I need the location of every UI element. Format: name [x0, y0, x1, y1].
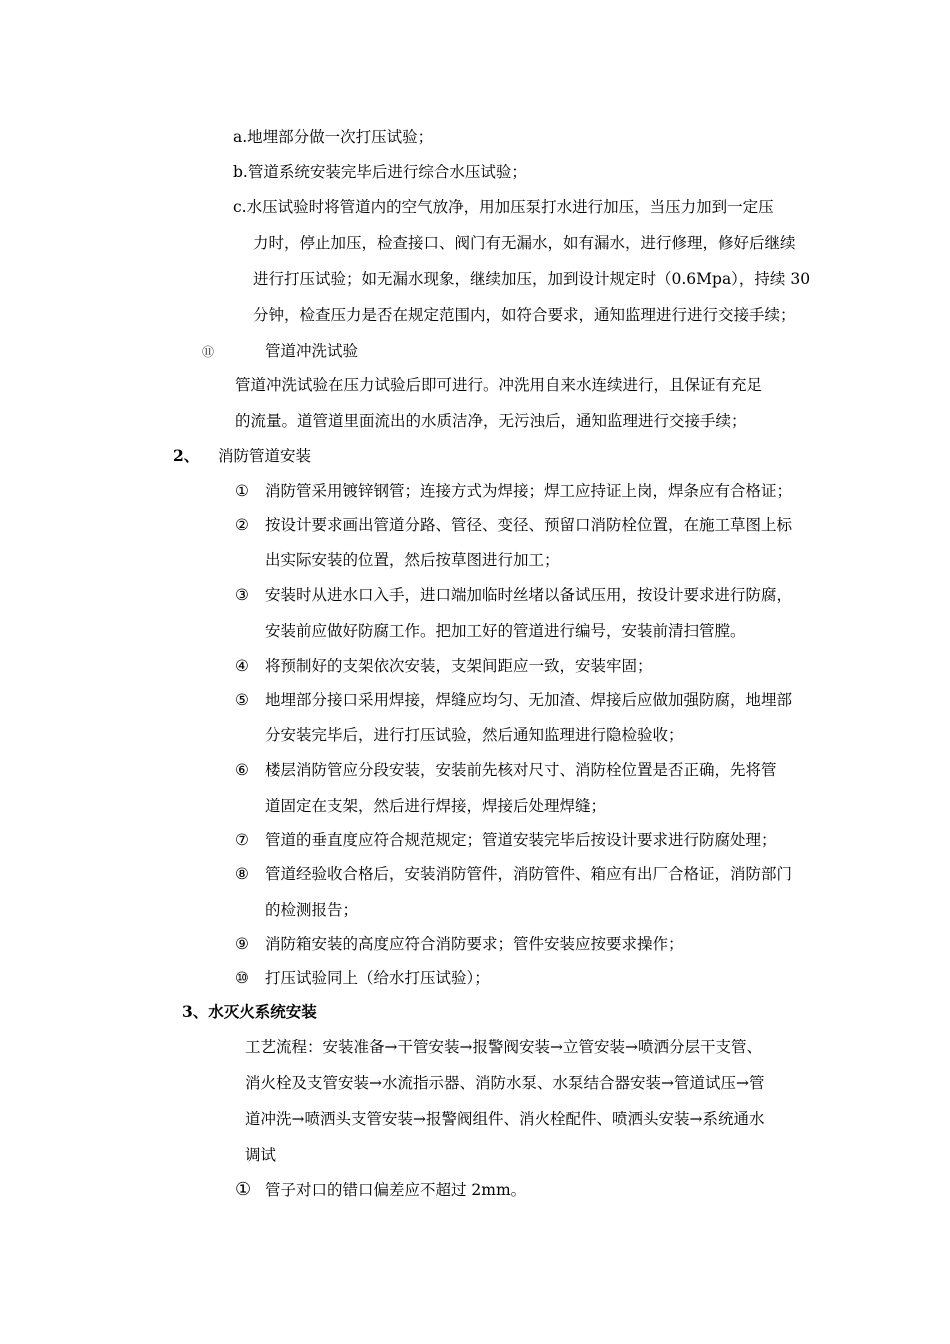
section2-item-marker: ①	[235, 482, 249, 500]
section3-item-marker: ①	[235, 1179, 252, 1200]
section2-item-line: 管道经验收合格后，安装消防管件，消防管件、箱应有出厂合格证，消防部门	[265, 865, 793, 883]
section2-item-marker: ⑥	[235, 761, 249, 779]
section2-item-line: 的检测报告；	[265, 901, 359, 919]
section2-item-marker: ④	[235, 657, 249, 675]
section2-item-line: 按设计要求画出管道分路、管径、变径、预留口消防栓位置，在施工草图上标	[265, 516, 793, 534]
process-flow-line: 工艺流程：安装准备→干管安装→报警阀安装→立管安装→喷洒分层干支管、	[245, 1038, 762, 1056]
flush-test-title: 管道冲洗试验	[265, 342, 359, 360]
section2-item-line: 消防箱安装的高度应符合消防要求；管件安装应按要求操作；	[265, 935, 684, 953]
section2-item-line: 出实际安装的位置，然后按草图进行加工；	[265, 551, 560, 569]
section2-item-line: 道固定在支架，然后进行焊接，焊接后处理焊缝；	[265, 797, 607, 815]
pressure-test-item-b: b.管道系统安装完毕后进行综合水压试验；	[233, 163, 527, 181]
section2-number: 2、	[173, 446, 200, 465]
process-flow-line: 消火栓及支管安装→水流指示器、消防水泵、水泵结合器安装→管道试压→管	[245, 1074, 765, 1092]
section2-item-marker: ⑦	[235, 831, 249, 849]
section2-title: 消防管道安装	[218, 447, 312, 465]
section2-item-line: 打压试验同上（给水打压试验）；	[265, 969, 490, 987]
flush-test-line: 管道冲洗试验在压力试验后即可进行。冲洗用自来水连续进行，且保证有充足	[235, 376, 763, 394]
pressure-test-item-c-line: 分钟，检查压力是否在规定范围内，如符合要求，通知监理进行进行交接手续；	[253, 306, 796, 324]
pressure-test-item-a: a.地埋部分做一次打压试验；	[233, 128, 434, 146]
section2-item-marker: ⑨	[235, 935, 249, 953]
section2-item-marker: ⑤	[235, 691, 249, 709]
section2-item-line: 地埋部分接口采用焊接，焊缝应均匀、无加渣、焊接后应做加强防腐，地埋部	[265, 691, 793, 709]
section2-item-line: 将预制好的支架依次安装，支架间距应一致，安装牢固；	[265, 657, 653, 675]
section2-item-marker: ③	[235, 586, 249, 604]
flush-test-line: 的流量。道管道里面流出的水质洁净，无污浊后，通知监理进行交接手续；	[235, 412, 747, 430]
section2-item-line: 安装前应做好防腐工作。把加工好的管道进行编号，安装前清扫管膛。	[265, 622, 746, 640]
section3-item-line: 管子对口的错口偏差应不超过 2mm。	[265, 1181, 527, 1199]
pressure-test-item-c-line: 进行打压试验；如无漏水现象，继续加压，加到设计规定时（0.6Mpa），持续 30	[253, 270, 811, 288]
pressure-test-item-c-line: c.水压试验时将管道内的空气放净，用加压泵打水进行加压，当压力加到一定压	[233, 198, 774, 216]
section2-item-marker: ⑩	[235, 969, 249, 987]
section2-item-line: 楼层消防管应分段安装，安装前先核对尺寸、消防栓位置是否正确，先将管	[265, 761, 777, 779]
section2-item-line: 安装时从进水口入手，进口端加临时丝堵以备试压用，按设计要求进行防腐，	[265, 586, 793, 604]
process-flow-line: 调试	[245, 1146, 277, 1164]
section2-item-line: 消防管采用镀锌钢管；连接方式为焊接；焊工应持证上岗，焊条应有合格证；	[265, 482, 793, 500]
section2-item-line: 管道的垂直度应符合规范规定；管道安装完毕后按设计要求进行防腐处理；	[265, 831, 777, 849]
pressure-test-item-c-line: 力时，停止加压，检查接口、阀门有无漏水，如有漏水，进行修理，修好后继续	[253, 234, 796, 252]
section3-title: 3、水灭火系统安装	[182, 1002, 317, 1021]
section2-item-marker: ②	[235, 516, 249, 534]
flush-test-marker: ⑪	[202, 345, 215, 359]
section2-item-marker: ⑧	[235, 865, 249, 883]
section2-item-line: 分安装完毕后，进行打压试验，然后通知监理进行隐检验收；	[265, 726, 684, 744]
process-flow-line: 道冲洗→喷洒头支管安装→报警阀组件、消火栓配件、喷洒头安装→系统通水	[245, 1110, 765, 1128]
